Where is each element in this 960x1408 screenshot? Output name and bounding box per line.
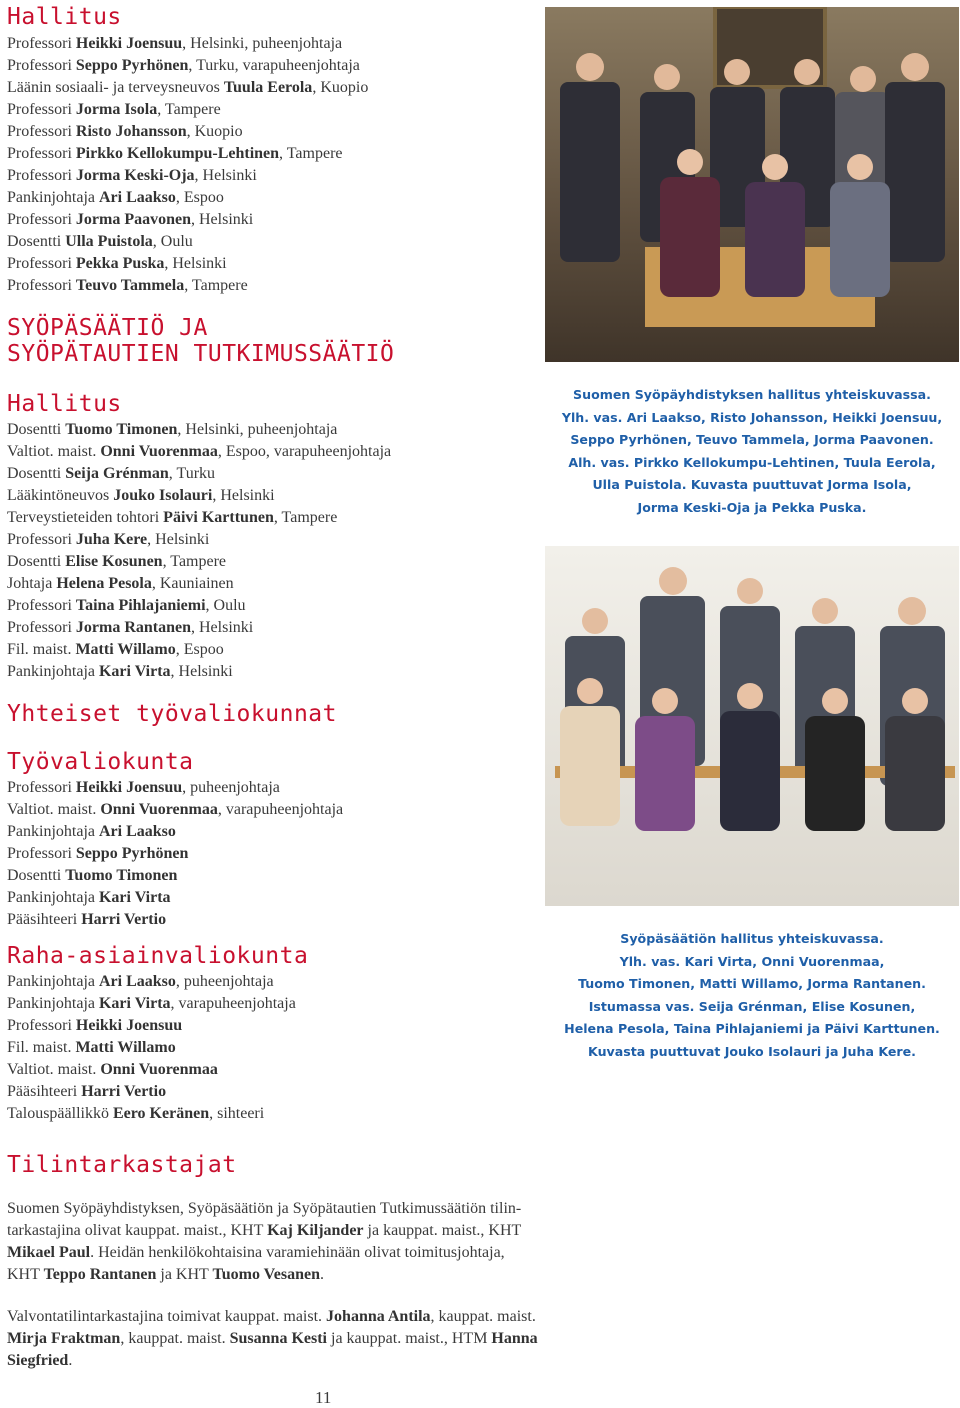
person-name: Jorma Rantanen (75, 619, 191, 636)
text-segment: Pankinjohtaja (7, 995, 99, 1012)
text-segment: Professori (7, 779, 76, 796)
text-segment: ja kauppat. maist., HTM (327, 1330, 492, 1347)
person-name: Susanna Kesti (229, 1330, 327, 1347)
text-line (7, 99, 368, 121)
person-name: Heikki Joensuu (75, 779, 183, 796)
caption-line: Alh. vas. Pirkko Kellokumpu-Lehtinen, Tuula Eerola, (568, 454, 936, 470)
caption-line: Kuvasta puuttuvat Jouko Isolauri ja Juha Kere. (588, 1043, 916, 1059)
person-name: Kari Virta (98, 663, 171, 680)
text-segment: , Espoo (175, 641, 224, 658)
text-line (7, 231, 368, 253)
person-name: Teuvo Tammela (75, 277, 185, 294)
text-segment: Dosentti (7, 465, 66, 482)
text-line (7, 1328, 627, 1350)
person-name: Johanna Antila (326, 1308, 431, 1325)
text-segment: ja kauppat. maist., KHT (363, 1222, 522, 1239)
text-segment: Pääsihteeri (7, 1083, 82, 1100)
text-segment: Valvontatilintarkastajina toimivat kauppat. maist. (7, 1308, 327, 1325)
text-line (7, 55, 368, 77)
text-segment: , Tampere (273, 509, 338, 526)
caption-line: Istumassa vas. Seija Grénman, Elise Kosunen, (588, 998, 916, 1014)
text-segment: Pääsihteeri (7, 911, 82, 928)
person-name: Risto Johansson (75, 123, 187, 140)
tyovaliokunta-list (7, 777, 343, 931)
person-name: Siegfried (7, 1352, 69, 1369)
person-name: Mirja Fraktman (7, 1330, 121, 1347)
group-photo-1-image (545, 7, 959, 362)
text-line (7, 1103, 343, 1125)
text-line (7, 551, 394, 573)
text-segment: , Helsinki (212, 487, 275, 504)
text-segment: , Helsinki (147, 531, 210, 548)
text-segment: , Tampere (184, 277, 248, 294)
text-line (7, 1015, 343, 1037)
text-segment: , Helsinki (164, 255, 227, 272)
text-segment: , Kuopio (186, 123, 243, 140)
text-segment: , kauppat. maist. (430, 1308, 536, 1325)
section-foundation (7, 315, 394, 683)
text-segment: Talouspäällikkö (7, 1105, 113, 1122)
committees-heading: Yhteiset työvaliokunnat (7, 701, 337, 727)
text-segment: Valtiot. maist. (7, 1061, 101, 1078)
text-segment: , Helsinki (191, 211, 254, 228)
person-name: Matti Willamo (75, 641, 176, 658)
text-segment: . Heidän henkilökohtaisina varamiehinään olivat toimitusjohtaja, (90, 1244, 505, 1261)
text-segment: Dosentti (7, 421, 66, 438)
text-segment: Professori (7, 211, 76, 228)
text-segment: , Tampere (279, 145, 343, 162)
text-line (7, 121, 368, 143)
caption-line: Tuomo Timonen, Matti Willamo, Jorma Rantanen. (578, 976, 926, 991)
page-number: 11 (315, 1388, 332, 1407)
group-photo-2-image (545, 546, 959, 906)
text-segment: Suomen Syöpäyhdistyksen, Syöpäsäätiön ja Syöpätautien Tutkimussäätiön tilin- (7, 1200, 522, 1217)
text-segment: , Helsinki (170, 663, 233, 680)
text-segment: , Tampere (157, 101, 221, 118)
text-line (7, 33, 368, 55)
text-segment: , Helsinki (191, 619, 254, 636)
text-line (7, 661, 394, 683)
text-line (7, 419, 394, 441)
person-name: Ari Laakso (98, 973, 176, 990)
text-segment: Professori (7, 619, 76, 636)
person-name: Jorma Paavonen (75, 211, 191, 228)
person-name: Heikki Joensuu (75, 1017, 183, 1034)
text-segment: . (68, 1352, 73, 1369)
text-line (7, 165, 368, 187)
person-name: Päivi Karttunen (163, 509, 274, 526)
text-line (7, 1242, 627, 1264)
auditors-paragraph-1 (7, 1198, 627, 1286)
text-segment: , puheenjohtaja (182, 779, 280, 796)
text-segment: , Tampere (162, 553, 227, 570)
text-segment: Pankinjohtaja (7, 189, 99, 206)
text-segment: Dosentti (7, 553, 66, 570)
text-line (7, 209, 368, 231)
tyovaliokunta-heading: Työvaliokunta (7, 749, 194, 775)
person-name: Pekka Puska (75, 255, 165, 272)
person-name: Helena Pesola (56, 575, 152, 592)
person-name: Jorma Isola (75, 101, 158, 118)
person-name: Teppo Rantanen (43, 1266, 157, 1283)
text-segment: , Oulu (152, 233, 193, 250)
text-segment: Professori (7, 101, 76, 118)
text-segment: Valtiot. maist. (7, 443, 101, 460)
text-segment: , Turku, varapuheenjohtaja (188, 57, 360, 74)
text-line (7, 993, 343, 1015)
text-line (7, 187, 368, 209)
text-segment: Pankinjohtaja (7, 823, 99, 840)
text-segment: , puheenjohtaja (175, 973, 274, 990)
text-segment: , Kauniainen (151, 575, 234, 592)
section-committees (7, 701, 343, 1125)
hallitus-heading-2: Hallitus (7, 391, 122, 417)
text-segment: , Turku (168, 465, 216, 482)
text-segment: , Helsinki, puheenjohtaja (182, 35, 343, 52)
text-segment: Fil. maist. (7, 641, 76, 658)
text-segment: Professori (7, 167, 76, 184)
text-segment: Johtaja (7, 575, 57, 592)
person-name: Jouko Isolauri (113, 487, 213, 504)
text-line (7, 1350, 627, 1372)
text-line (7, 865, 343, 887)
text-segment: Lääkintöneuvos (7, 487, 114, 504)
text-line (7, 1081, 343, 1103)
person-name: Tuomo Timonen (65, 867, 178, 884)
text-segment: , varapuheenjohtaja (170, 995, 296, 1012)
member-list-2 (7, 419, 394, 683)
text-line (7, 253, 368, 275)
raha-heading: Raha-asiainvaliokunta (7, 943, 309, 969)
text-line (7, 843, 343, 865)
person-name: Ari Laakso (98, 189, 176, 206)
text-line (7, 909, 343, 931)
text-segment: Professori (7, 57, 76, 74)
person-name: Jorma Keski-Oja (75, 167, 195, 184)
person-name: Onni Vuorenmaa (100, 1061, 218, 1078)
person-name: Tuomo Vesanen (212, 1266, 320, 1283)
org-title-line1: SYÖPÄSÄÄTIÖ JA (7, 315, 208, 341)
text-segment: Professori (7, 145, 76, 162)
caption-line: Syöpäsäätiön hallitus yhteiskuvassa. (620, 931, 884, 946)
text-segment: , Oulu (205, 597, 246, 614)
text-segment: Pankinjohtaja (7, 889, 99, 906)
group-photo-2 (545, 546, 959, 906)
text-line (7, 1220, 627, 1242)
tilintarkastajat-heading: Tilintarkastajat (7, 1152, 237, 1178)
auditors-paragraph-2 (7, 1306, 627, 1372)
text-segment: tarkastajina olivat kauppat. maist., KHT (7, 1222, 268, 1239)
caption-line: Suomen Syöpäyhdistyksen hallitus yhteiskuvassa. (573, 387, 931, 402)
text-line (7, 441, 394, 463)
text-segment: , kauppat. maist. (120, 1330, 230, 1347)
text-segment: Dosentti (7, 867, 66, 884)
caption-line: Seppo Pyrhönen, Teuvo Tammela, Jorma Paavonen. (570, 432, 934, 447)
person-name: Kari Virta (98, 889, 171, 906)
text-line (7, 887, 343, 909)
text-segment: , Helsinki, puheenjohtaja (177, 421, 338, 438)
caption-line: Helena Pesola, Taina Pihlajaniemi ja Päivi Karttunen. (564, 1021, 940, 1036)
person-name: Kaj Kiljander (267, 1222, 364, 1239)
org-title-line2: SYÖPÄTAUTIEN TUTKIMUSSÄÄTIÖ (7, 341, 395, 367)
person-name: Ari Laakso (98, 823, 176, 840)
person-name: Seppo Pyrhönen (75, 845, 189, 862)
text-segment: Professori (7, 35, 76, 52)
text-line (7, 617, 394, 639)
person-name: Seppo Pyrhönen (75, 57, 189, 74)
text-line (7, 507, 394, 529)
text-line (7, 1198, 627, 1220)
text-line (7, 821, 343, 843)
person-name: Heikki Joensuu (75, 35, 183, 52)
text-segment: Pankinjohtaja (7, 663, 99, 680)
text-line (7, 529, 394, 551)
text-segment: Professori (7, 277, 76, 294)
text-line (7, 1037, 343, 1059)
text-segment: KHT (7, 1266, 44, 1283)
text-line (7, 1059, 343, 1081)
text-segment: Professori (7, 845, 76, 862)
raha-list (7, 971, 343, 1125)
text-line (7, 573, 394, 595)
text-line (7, 777, 343, 799)
person-name: Harri Vertio (81, 1083, 167, 1100)
person-name: Elise Kosunen (65, 553, 163, 570)
person-name: Ulla Puistola (65, 233, 153, 250)
caption-line: Ylh. vas. Kari Virta, Onni Vuorenmaa, (619, 953, 885, 969)
person-name: Pirkko Kellokumpu-Lehtinen (75, 145, 280, 162)
text-segment: Valtiot. maist. (7, 801, 101, 818)
photo-caption-2 (545, 928, 959, 1063)
text-segment: , Helsinki (194, 167, 257, 184)
person-name: Mikael Paul (7, 1244, 91, 1261)
text-line (7, 1306, 627, 1328)
person-name: Seija Grénman (65, 465, 169, 482)
text-line (7, 595, 394, 617)
caption-line: Ulla Puistola. Kuvasta puuttuvat Jorma Isola, (592, 477, 912, 492)
caption-line: Ylh. vas. Ari Laakso, Risto Johansson, Heikki Joensuu, (561, 409, 943, 425)
text-segment: , Kuopio (312, 79, 369, 96)
text-segment: Terveystieteiden tohtori (7, 509, 164, 526)
hallitus-heading: Hallitus (7, 4, 122, 30)
text-line (7, 143, 368, 165)
text-line (7, 463, 394, 485)
person-name: Kari Virta (98, 995, 171, 1012)
person-name: Harri Vertio (81, 911, 167, 928)
text-segment: Fil. maist. (7, 1039, 76, 1056)
text-segment: Professori (7, 123, 76, 140)
person-name: Tuula Eerola (223, 79, 313, 96)
text-segment: . (319, 1266, 324, 1283)
text-segment: , Espoo, varapuheenjohtaja (217, 443, 392, 460)
caption-line: Jorma Keski-Oja ja Pekka Puska. (637, 499, 867, 515)
text-segment: Pankinjohtaja (7, 973, 99, 990)
text-line (7, 971, 343, 993)
text-segment: Professori (7, 1017, 76, 1034)
text-line (7, 639, 394, 661)
text-segment: Professori (7, 255, 76, 272)
person-name: Matti Willamo (75, 1039, 176, 1056)
text-segment: , varapuheenjohtaja (217, 801, 344, 818)
person-name: Onni Vuorenmaa (100, 443, 218, 460)
group-photo-1 (545, 7, 959, 362)
person-name: Taina Pihlajaniemi (75, 597, 206, 614)
text-segment: , Espoo (175, 189, 224, 206)
text-segment: Professori (7, 597, 76, 614)
text-segment: Dosentti (7, 233, 66, 250)
text-segment: ja KHT (156, 1266, 213, 1283)
text-segment: Läänin sosiaali- ja terveysneuvos (7, 79, 224, 96)
text-line (7, 799, 343, 821)
section-auditors (7, 1152, 237, 1178)
person-name: Juha Kere (75, 531, 148, 548)
text-segment: , sihteeri (209, 1105, 265, 1122)
person-name: Onni Vuorenmaa (100, 801, 218, 818)
text-line (7, 275, 368, 297)
text-line (7, 485, 394, 507)
person-name: Hanna (491, 1330, 538, 1347)
section-hallitus-1 (7, 4, 368, 297)
photo-caption-1 (545, 384, 959, 519)
text-segment: Professori (7, 531, 76, 548)
member-list (7, 33, 368, 297)
person-name: Eero Keränen (112, 1105, 210, 1122)
person-name: Tuomo Timonen (65, 421, 178, 438)
text-line (7, 1264, 627, 1286)
text-line (7, 77, 368, 99)
